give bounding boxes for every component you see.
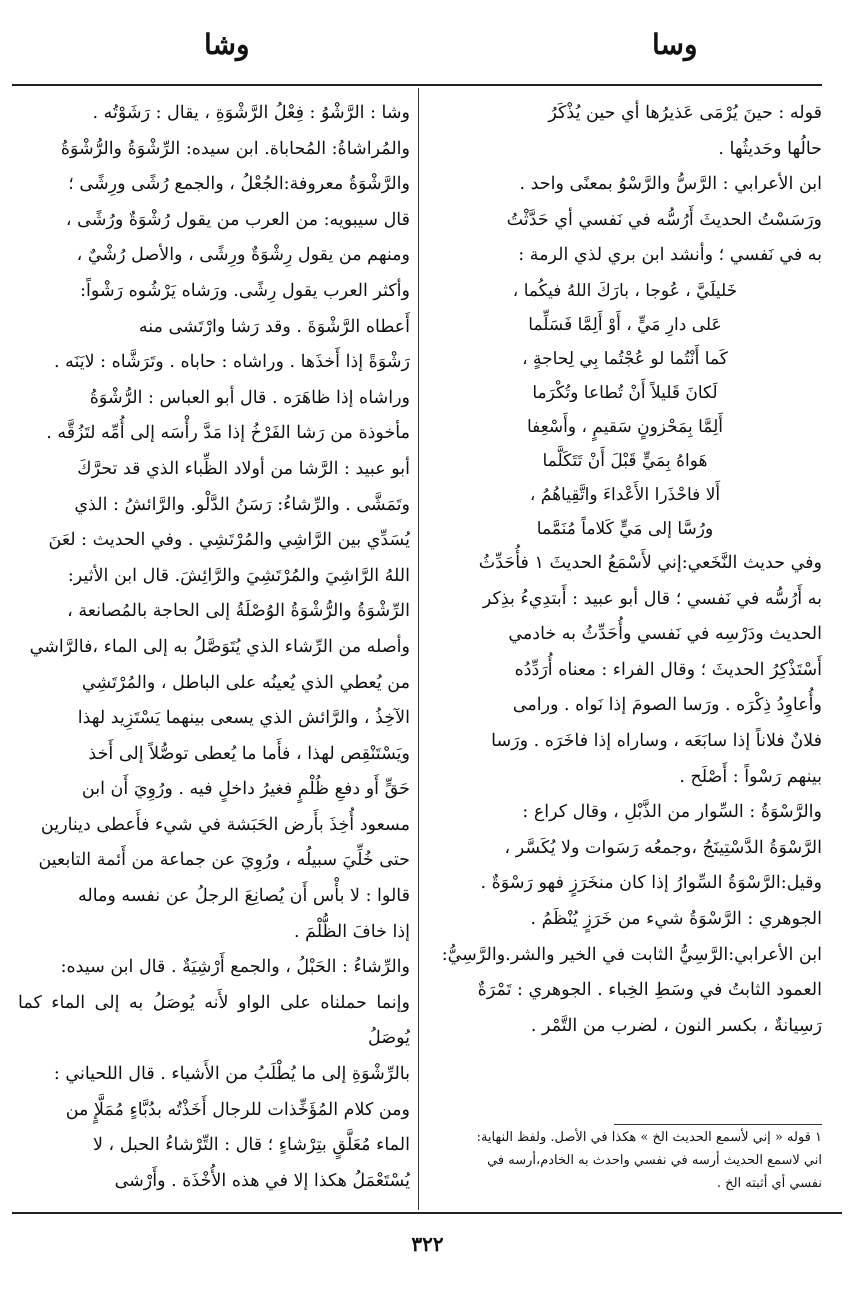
text-line: وأُعاوِدُ ذِكْرَه . ورَسا الصومَ إذا نَواه . ورامى: [512, 695, 822, 716]
footnote-line: نفسي أي أثبته الخ .: [716, 1176, 822, 1191]
text-line: به في نَفسي ؛ وأنشد ابن بري لذي الرمة :: [518, 245, 822, 266]
text-line: مسعود أُخِذَ بأَرض الحَبَشة في شيء فأَعطى دينارين: [40, 814, 410, 835]
bottom-rule: [12, 1212, 842, 1214]
text-line: والمُراشاةُ: المُحاباة. ابن سيده: الرِّشْوَةُ والرُّشْوَةُ: [60, 138, 410, 159]
text-line: يُسْتَعْمَلُ هكذا إلا في هذه الأُخْذَة . وأَرْشى: [114, 1170, 410, 1191]
footnote-rule: [614, 1124, 822, 1125]
footnote-line: ١ قوله « إني لأسمع الحديث الخ » هكذا في الأصل. ولفظ النهاية:: [476, 1130, 822, 1145]
verse-line: عَلى دارِ مَيٍّ ، أَوْ أَلِمَّا فَسَلِّما: [528, 314, 722, 335]
verse-line: لَكانَ قَليلاً أَنْ تُطاعا وتُكْرَما: [532, 382, 718, 403]
text-line: ومنهم من يقول رِشْوَةٌ ورِشًى ، والأصل رُشْيٌ ،: [76, 245, 410, 266]
text-line: الآخِذُ ، والرَّائش الذي يسعى بينهما يَسْتَزِيد لهذا: [77, 708, 410, 729]
text-line: رَسِيانةٌ ، بكسر النون ، لضرب من التَّمْر .: [530, 1015, 822, 1036]
verse-line: كَما أَنْتُما لو عُجْتُما بِي لِحاجةٍ ،: [522, 348, 728, 369]
text-line: الحديث ودَرْسِه في نَفسي وأُحَدِّثُ به خادمي: [508, 624, 822, 645]
text-line: العمود الثابتُ في وسَطِ الخِباء . الجوهري : تَمْرَةٌ: [477, 980, 822, 1001]
text-line: إذا خافَ الظُّلْمَ .: [293, 921, 410, 942]
text-line: قالوا : لا بأْس أَن يُصانِعَ الرجلُ عن نفسه وماله: [78, 886, 410, 907]
header-right-word: وسا: [652, 28, 698, 61]
text-line: الرَّسْوَةُ الدَّسْتِينَجُ ،وجمعُه رَسَوات ولا يُكَسَّر ،: [504, 837, 822, 858]
text-line: الماء مُعَلَّقٍ بتِرْشاءٍ ؛ قال : التِّرْشاءُ الحبل ، لا: [92, 1135, 410, 1156]
left-column: [18, 96, 410, 1199]
text-line: من يُعطي الذي يُعينُه على الباطل ، والمُرْتَشِي: [81, 672, 410, 693]
text-line: فلانٌ فلاناً إذا سابَعَه ، وساراه إذا فاخَرَه . ورَسا: [491, 730, 822, 751]
text-line: أَسْتَذْكِرُ الحديثَ ؛ وقال الفراء : معناه أُرَدِّدُه: [514, 659, 822, 680]
footnote-line: اني لاسمع الحديث أرسه في نفسي واحدث به الخادم،أرسه في: [487, 1153, 822, 1168]
text-line: حالُها وحَديثُها .: [718, 138, 822, 159]
header-left-word: وشا: [204, 28, 250, 61]
text-line: وشا : الرَّشْوُ : فِعْلُ الرَّشْوَةِ ، يقال : رَشَوْتُه .: [92, 103, 410, 123]
text-line: أبو عبيد : الرَّشا من أولاد الظِّباء الذي قد تحرَّكَ: [77, 458, 410, 479]
text-line: بينهم رَسْواً : أَصْلَح .: [679, 766, 822, 787]
verse-line: هَواهُ بِمَيٍّ قَبْلَ أَنْ تَتَكَلَّما: [542, 450, 708, 471]
text-line: والرَّسْوَةُ : السِّوار من الذَّبْلِ ، وقال كراع :: [522, 802, 822, 823]
text-line: وإنما حملناه على الواو لأَنه يُوصَلُ به إلى الماء كما يُوصَلُ: [18, 992, 410, 1049]
text-line: والرِّشاءُ : الحَبْلُ ، والجمع أَرْشِيَةٌ . قال ابن سيده:: [60, 957, 410, 978]
text-line: قال سيبويه: من العرب من يقول رُشْوَةٌ ورُشًى ،: [65, 209, 410, 230]
text-line: وفي حديث النَّخَعي:إني لأَسْمَعُ الحديثَ ١ فأُحَدِّثُ: [478, 552, 822, 573]
text-line: ورَسَسْتُ الحديثَ أَرُسُّه في نَفسي أي حَدَّثْتُ: [506, 209, 822, 230]
verse-line: أَلا فاحْذَرا الأَعْداءَ واتَّقِياهُمُ ،: [529, 484, 721, 505]
text-line: به أَرُسُّه في نَفسي ؛ قال أبو عبيد : أَبتدِيءُ بذِكر: [482, 588, 822, 609]
text-line: الجوهري : الرَّسْوَةُ شيء من خَرَزٍ يُنْظَمُ .: [530, 908, 822, 929]
text-line: أَعطاه الرَّشْوَةَ . وقد رَشا وارْتَشى منه: [138, 316, 410, 337]
footnote: [428, 1126, 822, 1195]
text-line: رَشْوَةً إذا أَخذَها . وراشاه : حاباه . وتَرَشَّاه : لايَنَه .: [53, 352, 410, 373]
right-column: [428, 96, 822, 1044]
text-line: ابن الأعرابي:الرَّسِيُّ الثابت في الخير والشر.والرَّسِيُّ:: [441, 944, 822, 965]
text-line: قوله : حينَ يُرْمَى عَذيرُها أي حين يُذْكَرُ: [548, 103, 822, 123]
text-line: ويَسْتَنْقِص لهذا ، فأَما ما يُعطى توصُّلاً إلى أَخذ: [88, 743, 410, 764]
verse-line: ورُسَّا إلى مَيٍّ كَلاماً مُنَمَّما: [536, 518, 714, 539]
text-line: ومن كلام المُؤَخِّذات للرجال أَخَذْتُه بدُبَّاءٍ مُمَلَّإٍ من: [65, 1099, 410, 1120]
text-line: وراشاه إذا ظاهَرَه . قال أبو العباس : الرُّشْوَةُ: [89, 387, 410, 408]
text-line: اللهُ الرَّاشِيَ والمُرْتَشِيَ والرَّائِشَ. قال ابن الأثير:: [67, 565, 410, 586]
text-line: ابن الأعرابي : الرَّسُّ والرَّسْوُ بمعنًى واحد .: [519, 174, 822, 195]
text-line: وأكثر العرب يقول رِشًى. ورَشاه يَرْشُوه رَشْواً:: [80, 280, 410, 301]
text-line: بالرِّشْوَةِ إلى ما يُطْلَبُ من الأَشياء . قال اللحياني :: [53, 1064, 410, 1085]
top-rule: [12, 84, 822, 86]
text-line: مأخوذة من رَشا الفَرْخُ إذا مَدَّ رأْسَه إلى أُمِّه لتَزُقَّه .: [46, 423, 410, 444]
column-divider: [418, 88, 419, 1210]
text-line: وأصله من الرِّشاء الذي يُتَوَصَّلُ به إلى الماء ،فالرَّاشي: [29, 636, 410, 657]
page-number: ٣٢٢: [411, 1232, 444, 1256]
text-line: والرَّشْوَةُ معروفة:الجُعْلُ ، والجمع رُشًى ورِشًى ؛: [68, 174, 410, 195]
text-line: حَقٍّ أَو دفعِ ظُلْمٍ فغيرُ داخلٍ فيه . ورُوِيَ أَن ابن: [81, 779, 410, 800]
text-line: حتى خُلِّيَ سبيلُه ، ورُوِيَ عن جماعة من أَئمة التابعين: [38, 850, 410, 871]
verse-line: خَليلَيَّ ، عُوجا ، بارَكَ اللهُ فيكُما ،: [512, 280, 738, 301]
text-line: الرِّشْوَةُ والرُّشْوَةُ الوُصْلَةُ إلى الحاجة بالمُصانعة ،: [67, 601, 410, 622]
verse-line: أَلِمَّا بِمَحْزونٍ سَقيمٍ ، وأَسْعِفا: [526, 416, 724, 437]
text-line: وقيل:الرَّسْوَةُ السِّوارُ إذا كان منخَرَزٍ فهو رَسْوَةٌ .: [480, 873, 822, 894]
text-line: يُسَدِّي بين الرَّاشِي والمُرْتَشِي . وفي الحديث : لعَنَ: [48, 530, 410, 551]
text-line: وتَمَشَّى . والرِّشاءُ: رَسَنُ الدَّلْو. والرَّائشُ : الذي: [74, 494, 410, 515]
